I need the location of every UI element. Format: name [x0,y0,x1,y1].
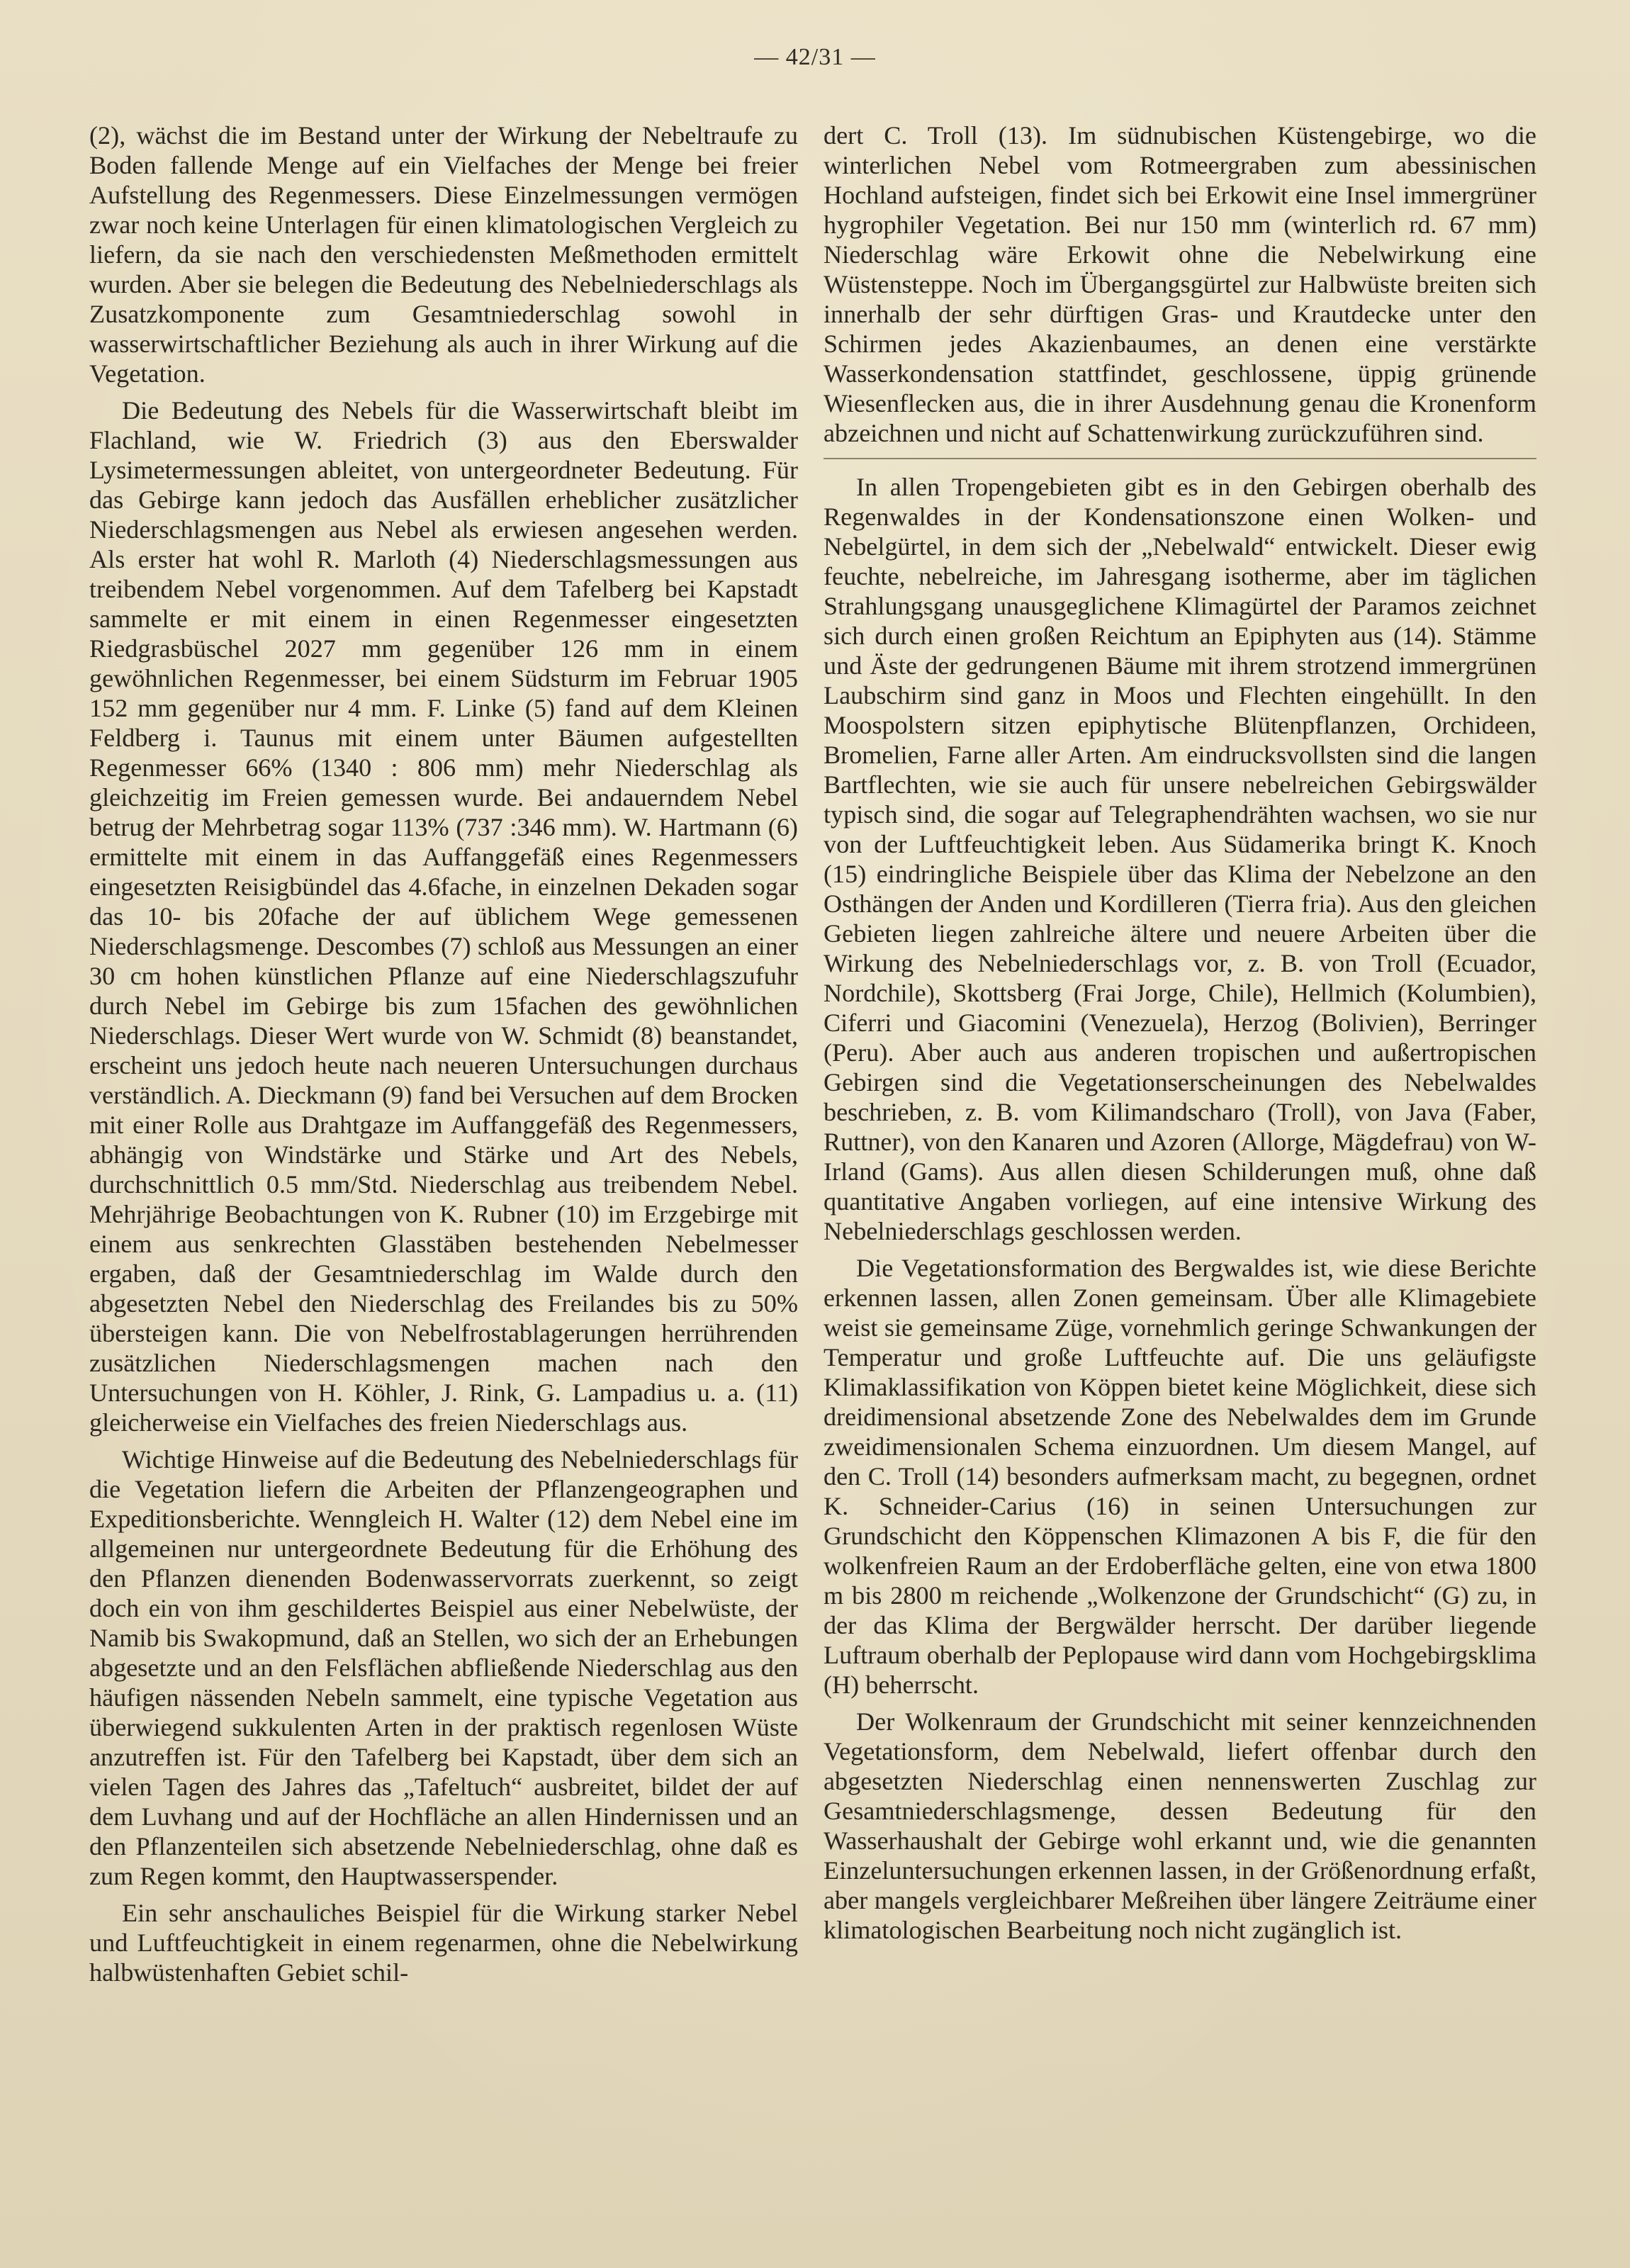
left-paragraph-4: Ein sehr anschauliches Beispiel für die Wirkung starker Nebel und Luftfeuchtigkeit in einem regenarmen, ohne die Nebelwirkung halbwüstenhaften Gebiet schil- [89,1899,798,1987]
right-paragraph-3: Die Vegetationsformation des Bergwaldes ist, wie diese Berichte erkennen lassen, allen Zonen gemeinsam. Über alle Klimagebiete weist sie gemeinsame Züge, vornehmlich geringe Schwankungen der Temperatur und große Luftfeuchte auf. Die uns geläufigste Klimaklassifikation von Köppen bietet keine Möglichkeit, diese sich dreidimensional absetzende Zone des Nebelwaldes dem im Grunde zweidimensionalen Schema einzuordnen. Um diesem Mangel, auf den C. Troll (14) besonders aufmerksam macht, zu begegnen, ordnet K. Schneider-Carius (16) in seinen Untersuchungen zur Grundschicht den Köppenschen Klimazonen A bis F, die für den wolkenfreien Raum an der Erdoberfläche gelten, eine von etwa 1800 m bis 2800 m reichende „Wolkenzone der Grundschicht“ (G) zu, in der das Klima der Bergwälder herrscht. Der darüber liegende Luftraum oberhalb der Peplopause wird dann vom Hochgebirgsklima (H) beherrscht. [824,1254,1536,1699]
right-paragraph-1: dert C. Troll (13). Im südnubischen Küstengebirge, wo die winterlichen Nebel vom Rotmeergraben zum abessinischen Hochland aufsteigen, findet sich bei Erkowit eine Insel immergrüner hygrophiler Vegetation. Bei nur 150 mm (winterlich rd. 67 mm) Niederschlag wäre Erkowit ohne die Nebelwirkung eine Wüstensteppe. Noch im Übergangsgürtel zur Halbwüste breiten sich innerhalb der sehr dürftigen Gras- und Krautdecke unter den Schirmen jedes Akazienbaumes, an denen eine verstärkte Wasserkondensation stattfindet, geschlossene, üppig grünende Wiesenflecken aus, die in ihrer Ausdehnung genau die Kronenform abzeichnen und nicht auf Schattenwirkung zurückzuführen sind. [824,121,1536,447]
right-paragraph-4: Der Wolkenraum der Grundschicht mit seiner kennzeichnenden Vegetationsform, dem Nebelwald, liefert offenbar durch den abgesetzten Niederschlag einen nennenswerten Zuschlag zur Gesamtniederschlagsmenge, dessen Bedeutung für den Wasserhaushalt der Gebirge wohl erkannt und, wie die genannten Einzeluntersuchungen erkennen lassen, in der Größenordnung erfaßt, aber mangels vergleichbarer Meßreihen über längere Zeiträume einer klimatologischen Bearbeitung noch nicht zugänglich ist. [824,1707,1536,1944]
right-paragraph-2: In allen Tropengebieten gibt es in den Gebirgen oberhalb des Regenwaldes in der Kondensationszone einen Wolken- und Nebelgürtel, in dem sich der „Nebelwald“ entwickelt. Dieser ewig feuchte, nebelreiche, im Jahresgang isotherme, aber im täglichen Strahlungsgang unausgeglichene Klimagürtel der Paramos zeichnet sich durch einen großen Reichtum an Epiphyten aus (14). Stämme und Äste der gedrungenen Bäume mit ihrem strotzend immergrünen Laubschirm sind ganz in Moos und Flechten eingehüllt. In den Moospolstern sitzen epiphytische Blütenpflanzen, Orchideen, Bromelien, Farne aller Arten. Am eindrucksvollsten sind die langen Bartflechten, wie sie auch für unsere nebelreichen Gebirgswälder typisch sind, die sogar auf Telegraphendrähten wachsen, wo sie nur von der Luftfeuchtigkeit leben. Aus Südamerika bringt K. Knoch (15) eindringliche Beispiele über das Klima der Nebelzone an den Osthängen der Anden und Kordilleren (Tierra fria). Aus den gleichen Gebieten liegen zahlreiche ältere und neuere Arbeiten über die Wirkung des Nebelniederschlags vor, z. B. von Troll (Ecuador, Nordchile), Skottsberg (Frai Jorge, Chile), Hellmich (Kolumbien), Ciferri und Giacomini (Venezuela), Herzog (Bolivien), Berringer (Peru). Aber auch aus anderen tropischen und außertropischen Gebirgen sind die Vegetationserscheinungen des Nebelwaldes beschrieben, z. B. vom Kilimandscharo (Troll), von Java (Faber, Ruttner), von den Kanaren und Azoren (Allorge, Mägdefrau) von W-Irland (Gams). Aus allen diesen Schilderungen muß, ohne daß quantitative Angaben vorliegen, auf eine intensive Wirkung des Nebelniederschlags geschlossen werden. [824,473,1536,1245]
left-paragraph-1: (2), wächst die im Bestand unter der Wirkung der Nebeltraufe zu Boden fallende Menge auf ein Vielfaches der Menge bei freier Aufstellung des Regenmessers. Diese Einzelmessungen vermögen zwar noch keine Unterlagen für einen klimatologischen Vergleich zu liefern, da sie nach den verschiedensten Meßmethoden ermittelt wurden. Aber sie belegen die Bedeutung des Nebelniederschlags als Zusatzkomponente zum Gesamtniederschlag sowohl in wasserwirtschaftlicher Beziehung als auch in ihrer Wirkung auf die Vegetation. [89,121,798,388]
left-paragraph-2: Die Bedeutung des Nebels für die Wasserwirtschaft bleibt im Flachland, wie W. Friedrich (3) aus den Eberswalder Lysimetermessungen ableitet, von untergeordneter Bedeutung. Für das Gebirge kann jedoch das Ausfällen erheblicher zusätzlicher Niederschlagsmengen aus Nebel als erwiesen angesehen werden. Als erster hat wohl R. Marloth (4) Niederschlagsmessungen aus treibendem Nebel vorgenommen. Auf dem Tafelberg bei Kapstadt sammelte er mit einem in einen Regenmesser eingesetzten Riedgrasbüschel 2027 mm gegenüber 126 mm in einem gewöhnlichen Regenmesser, bei einem Südsturm im Februar 1905 152 mm gegenüber nur 4 mm. F. Linke (5) fand auf dem Kleinen Feldberg i. Taunus mit einem unter Bäumen aufgestellten Regenmesser 66% (1340 : 806 mm) mehr Niederschlag als gleichzeitig im Freien gemessen wurde. Bei andauerndem Nebel betrug der Mehrbetrag sogar 113% (737 :346 mm). W. Hartmann (6) ermittelte mit einem in das Auffanggefäß eines Regenmessers eingesetzten Reisigbündel das 4.6fache, in einzelnen Dekaden sogar das 10- bis 20fache der auf üblichem Wege gemessenen Niederschlagsmenge. Descombes (7) schloß aus Messungen an einer 30 cm hohen künstlichen Pflanze auf eine Niederschlagszufuhr durch Nebel im Gebirge bis zum 15fachen des gewöhnlichen Niederschlags. Dieser Wert wurde von W. Schmidt (8) beanstandet, erscheint uns jedoch heute nach neueren Untersuchungen durchaus verständlich. A. Dieckmann (9) fand bei Versuchen auf dem Brocken mit einer Rolle aus Drahtgaze im Auffanggefäß des Regenmessers, abhängig von Windstärke und Stärke und Art des Nebels, durchschnittlich 0.5 mm/Std. Niederschlag aus treibendem Nebel. Mehrjährige Beobachtungen von K. Rubner (10) im Erzgebirge mit einem aus senkrechten Glasstäben bestehenden Nebelmesser ergaben, daß der Gesamtniederschlag im Walde durch den abgesetzten Nebel den Niederschlag des Freilandes bis zu 50% übersteigen kann. Die von Nebelfrostablagerungen herrührenden zusätzlichen Niederschlagsmengen machen nach den Untersuchungen von H. Köhler, J. Rink, G. Lampadius u. a. (11) gleicherweise ein Vielfaches des freien Niederschlags aus. [89,396,798,1437]
right-column [824,120,1536,1952]
left-paragraph-3: Wichtige Hinweise auf die Bedeutung des Nebelniederschlags für die Vegetation liefern die Arbeiten der Pflanzengeographen und Expeditionsberichte. Wenngleich H. Walter (12) dem Nebel eine im allgemeinen nur untergeordnete Bedeutung für die Erhöhung des den Pflanzen dienenden Bodenwasservorrats zuerkennt, so zeigt doch ein von ihm geschildertes Beispiel aus einer Nebelwüste, der Namib bis Swakopmund, daß an Stellen, wo sich der an Erhebungen abgesetzte und an den Felsflächen abfließende Niederschlag aus den häufigen nässenden Nebeln sammelt, eine typische Vegetation aus überwiegend sukkulenten Arten in der praktisch regenlosen Wüste anzutreffen ist. Für den Tafelberg bei Kapstadt, über dem sich an vielen Tagen des Jahres das „Tafeltuch“ ausbreitet, bildet der auf dem Luvhang und auf der Hochfläche an allen Hindernissen und an den Pflanzenteilen sich absetzende Nebelniederschlag, ohne daß es zum Regen kommt, den Hauptwasserspender. [89,1445,798,1890]
left-column [89,120,798,1994]
section-divider [824,458,1536,459]
page-number: — 42/31 — [754,44,876,70]
